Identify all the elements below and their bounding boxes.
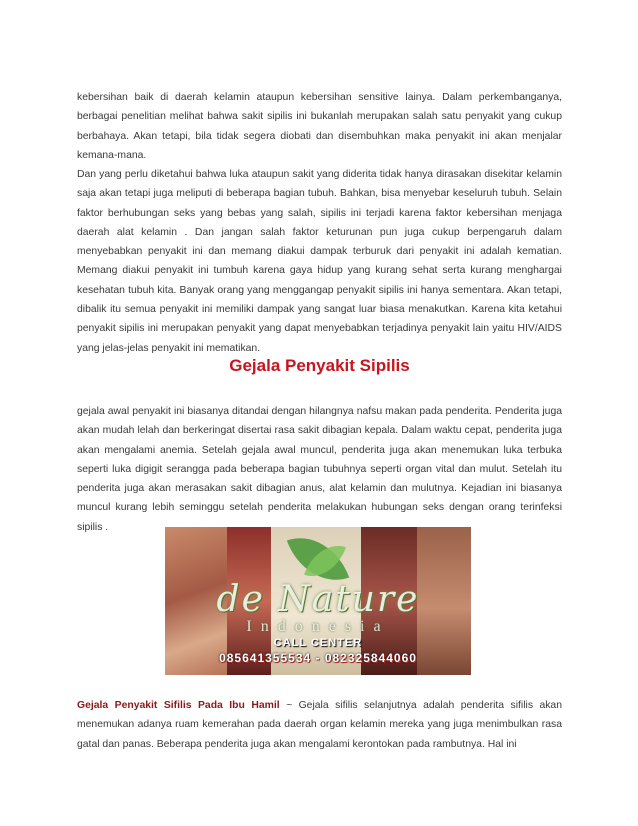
paragraph-ibu-hamil — [77, 696, 562, 754]
banner-brand-subtitle: Indonesia — [246, 618, 390, 635]
de-nature-banner-image — [165, 527, 471, 675]
paragraph-luka: Dan yang perlu diketahui bahwa luka ataupun sakit yang diderita tidak hanya dirasakan disekitar kelamin saja akan tetapi juga meliputi di beberapa bagian tubuh. Bahkan, bisa menyebar keseluruh tubuh. Selain faktor berhubungan seks yang bebas yang salah, sipilis ini terjadi karena faktor kebersihan menjaga daerah alat kelamin . Dan jangan salah faktor keturunan pun juga cukup berpengaruh dalam menyebabkan penyakit ini dan memang diakui dampak terburuk dari penyakit ini adalah kematian. Memang diakui penyakit ini tumbuh karena gaya hidup yang kurang sehat serta kurang menghargai kesehatan tubuh kita. Banyak orang yang menggangap penyakit sipilis ini hanya sementara. Akan tetapi, dibalik itu semua penyakit ini memiliki dampak yang sangat luar biasa menakutkan. Karena kita ketahui penyakit sipilis ini merupakan penyakit yang dapat menyebabkan terjadinya penyakit lain yaitu HIV/AIDS yang jelas-jelas penyakit ini mematikan. — [77, 169, 562, 354]
banner-brand-text: de Nature — [216, 579, 420, 620]
section-heading: Gejala Penyakit Sipilis — [229, 356, 410, 375]
paragraph-ibu-hamil-text: ~ Gejala sifilis selanjutnya adalah penderita sifilis akan menemukan adanya ruam kemerahan pada daerah organ kelamin mereka yang juga menimbulkan rasa gatal dan panas. Beberapa penderita juga akan mengalami kerontokan pada rambutnya. Hal ini — [77, 700, 562, 750]
banner-call-center — [195, 637, 441, 671]
paragraph-kebersihan: kebersihan baik di daerah kelamin ataupun kebersihan sensitive lainya. Dalam perkembanganya, berbagai penelitian melihat bahwa sakit sipilis ini bukanlah merupakan salah satu penyakit yang cukup berbahaya. Akan tetapi, bila tidak segera diobati dan disembuhkan maka penyakit ini akan menjalar kemana-mana. — [77, 92, 562, 161]
call-center-label: CALL CENTER — [273, 637, 363, 649]
paragraph-gejala-awal: gejala awal penyakit ini biasanya ditandai dengan hilangnya nafsu makan pada penderita. Penderita juga akan mudah lelah dan berkeringat disertai rasa sakit dibagian kepala. Dalam waktu cepat, penderita juga akan mengalami anemia. Setelah gejala awal muncul, penderita juga akan menemukan luka terbuka seperti luka digigit serangga pada beberapa bagian tubuhnya seperti organ vital dan mulut. Setelah itu penderita juga akan merasakan sakit dibagian anus, alat kelamin dan mulutnya. Kejadian ini biasanya muncul kurang lebih seminggu setelah penderita melakukan hubungan seks dengan orang terinfeksi sipilis . — [77, 406, 562, 533]
article-link-ibu-hamil[interactable]: Gejala Penyakit Sifilis Pada Ibu Hamil — [77, 700, 280, 711]
call-center-phone: 085641355534 - 082325844060 — [219, 651, 417, 665]
